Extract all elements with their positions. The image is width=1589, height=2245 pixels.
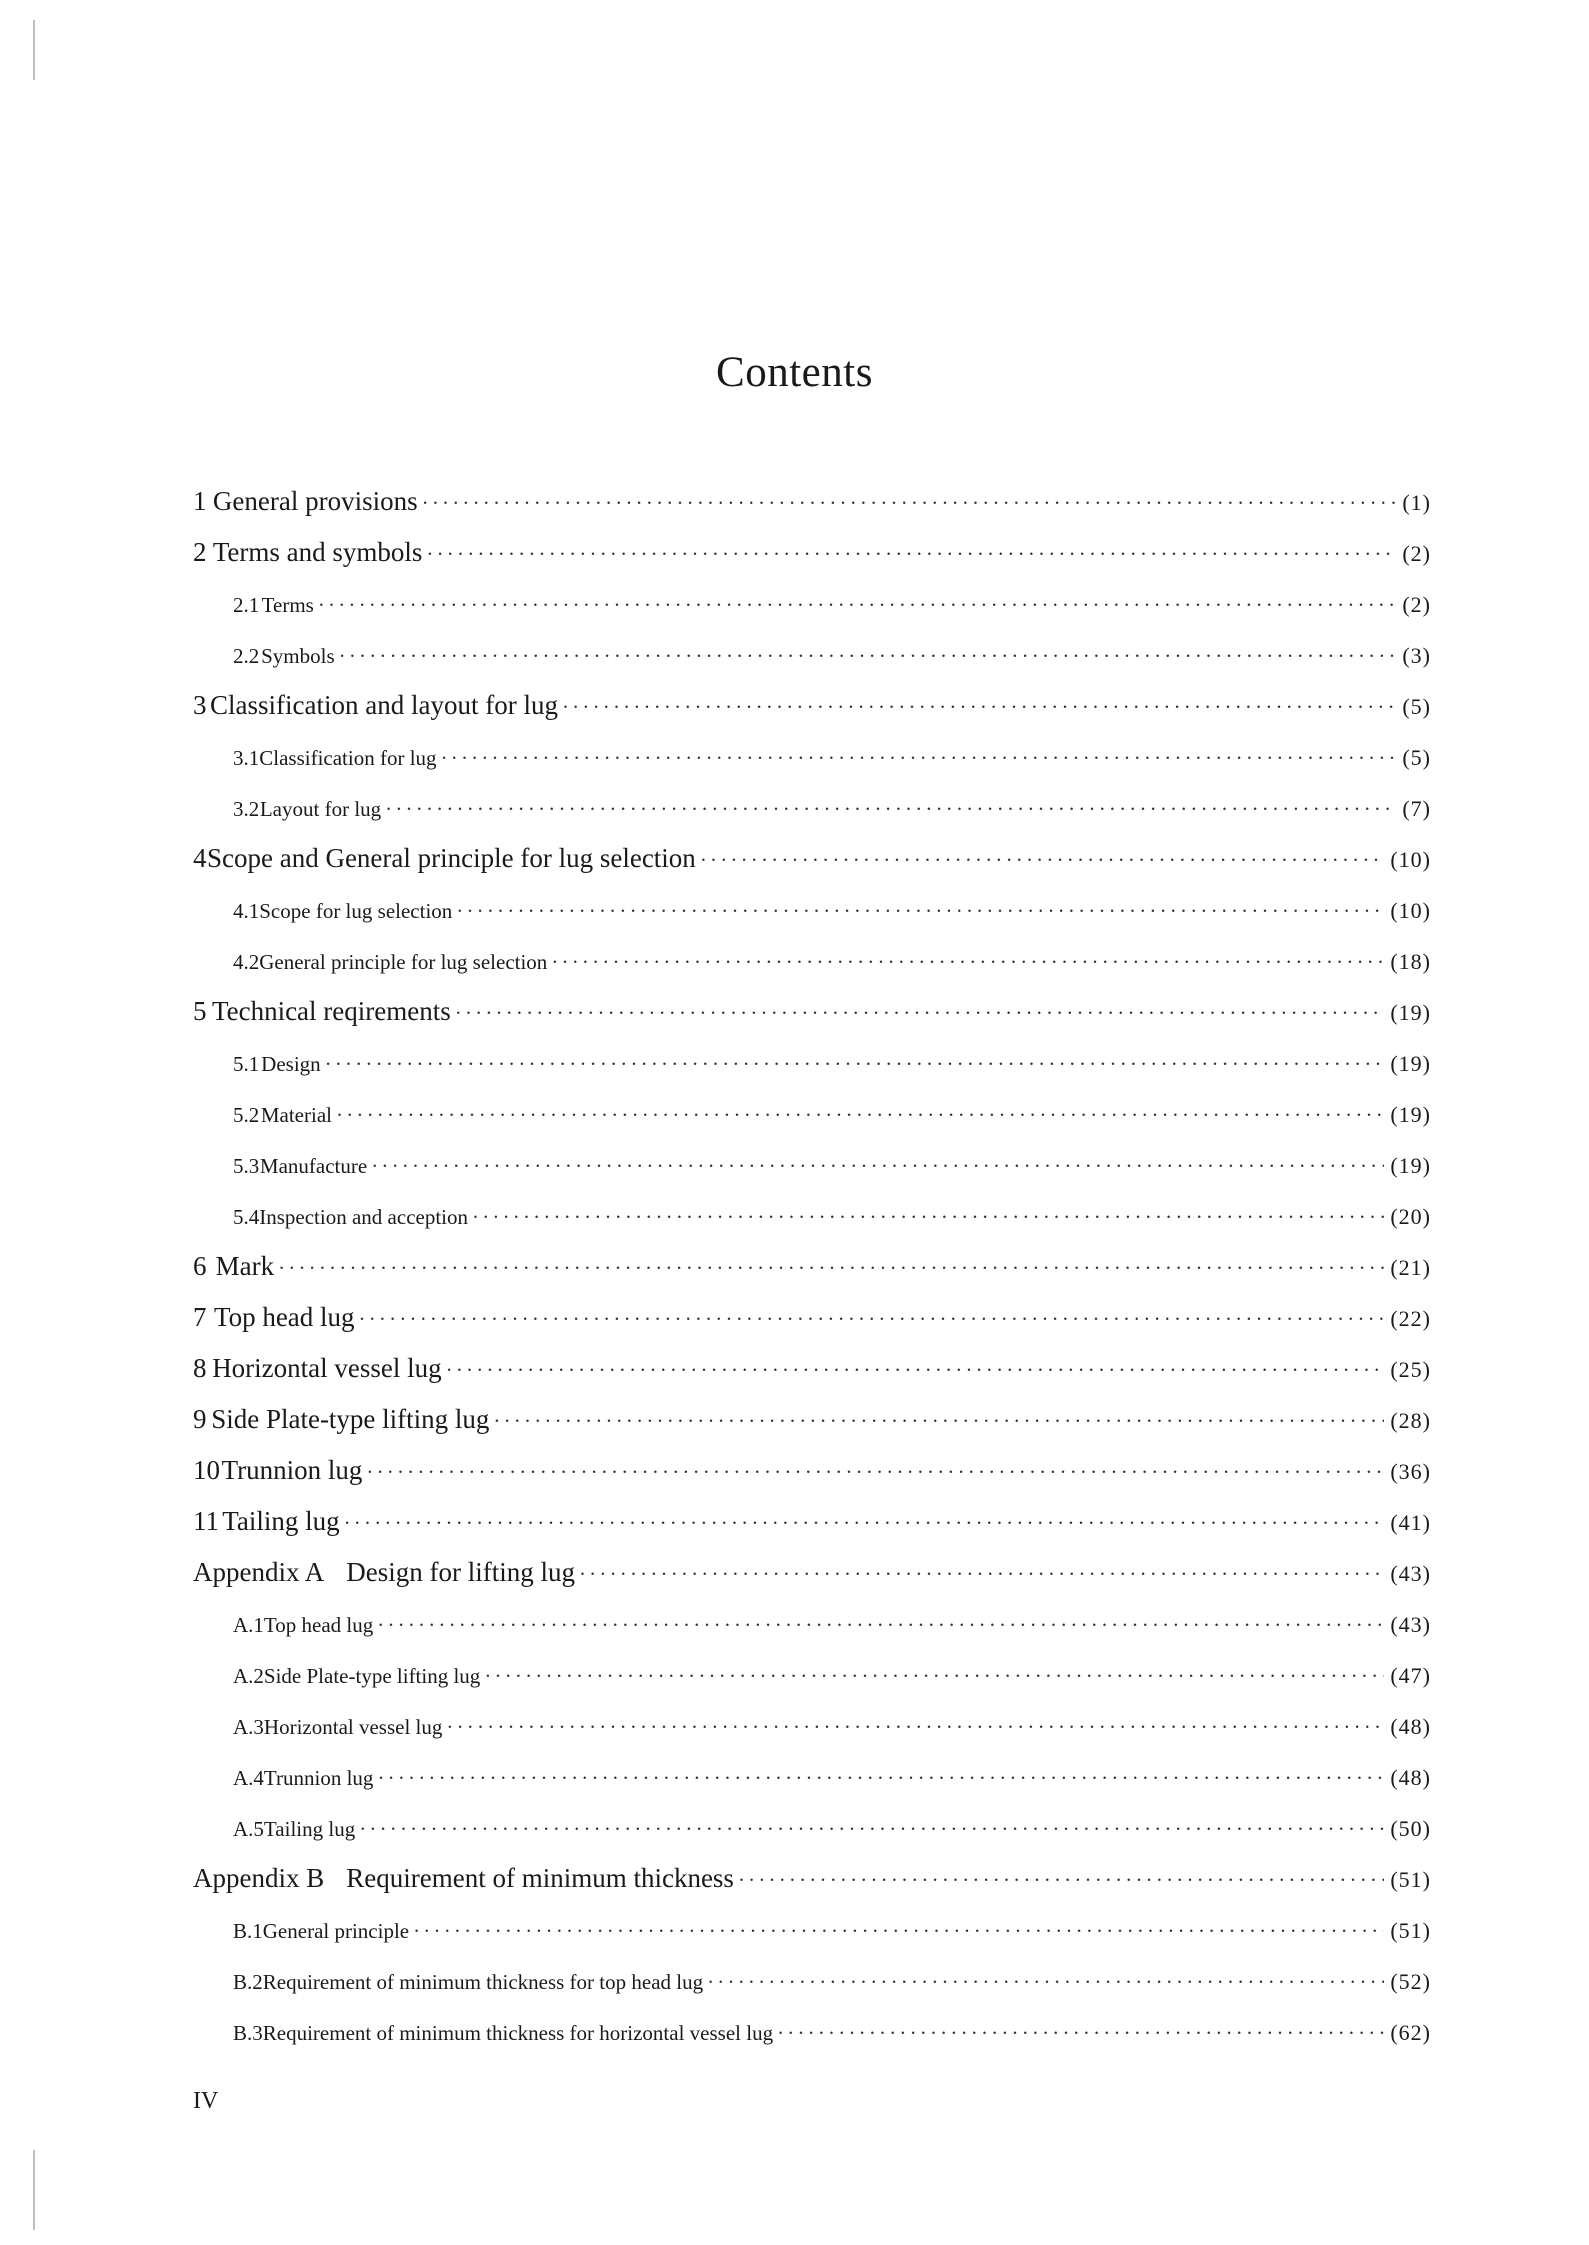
dot-leader bbox=[359, 1817, 1384, 1842]
toc-entry-page: (50) bbox=[1390, 1816, 1431, 1841]
toc-entry-page: (20) bbox=[1390, 1204, 1431, 1229]
toc-subentry[interactable] bbox=[233, 898, 1431, 924]
toc-entry-number: A.3 bbox=[233, 1715, 264, 1739]
toc-entry-label: General principle for lug selection bbox=[259, 950, 548, 974]
toc-entry-page: (19) bbox=[1390, 1051, 1431, 1076]
toc-entry-page: (22) bbox=[1390, 1306, 1431, 1331]
dot-leader bbox=[551, 950, 1384, 975]
toc-entry[interactable] bbox=[193, 1353, 1431, 1384]
dot-leader bbox=[455, 1001, 1385, 1026]
toc-entry-number: 5.3 bbox=[233, 1154, 260, 1178]
toc-entry-label: Trunnion lug bbox=[221, 1455, 363, 1485]
toc-entry-page: (41) bbox=[1390, 1510, 1431, 1535]
toc-entry-label: Horizontal vessel lug bbox=[263, 1715, 443, 1739]
toc-entry-number: A.1 bbox=[233, 1613, 264, 1637]
dot-leader bbox=[366, 1460, 1384, 1485]
toc-subentry[interactable] bbox=[233, 1153, 1431, 1179]
toc-subentry[interactable] bbox=[233, 1816, 1431, 1842]
page-number: IV bbox=[193, 2088, 219, 2114]
toc-entry-label: Inspection and acception bbox=[259, 1205, 468, 1229]
dot-leader bbox=[446, 1715, 1384, 1740]
toc-entry[interactable] bbox=[193, 1506, 1431, 1537]
toc-entry-label: Mark bbox=[215, 1251, 275, 1281]
toc-entry-number: 5 bbox=[193, 996, 207, 1026]
toc-entry-label: Trunnion lug bbox=[263, 1766, 374, 1790]
toc-entry-number: A.2 bbox=[233, 1664, 264, 1688]
dot-leader bbox=[493, 1409, 1384, 1434]
toc-subentry[interactable] bbox=[233, 1204, 1431, 1230]
toc-subentry[interactable] bbox=[233, 1969, 1431, 1995]
toc-entry-label: Material bbox=[260, 1103, 332, 1127]
toc-entry-page: (52) bbox=[1390, 1969, 1431, 1994]
dot-leader bbox=[707, 1970, 1384, 1995]
toc-entry-label: Design bbox=[261, 1052, 321, 1076]
toc-entry-page: (7) bbox=[1402, 796, 1431, 821]
toc-entry-page: (51) bbox=[1390, 1867, 1431, 1892]
toc-entry-page: (5) bbox=[1402, 694, 1431, 719]
toc-entry-label: Classification and layout for lug bbox=[210, 690, 558, 720]
toc-entry-page: (36) bbox=[1390, 1459, 1431, 1484]
toc-subentry[interactable] bbox=[233, 1918, 1431, 1944]
toc-subentry[interactable] bbox=[233, 1663, 1431, 1689]
toc-entry-page: (5) bbox=[1402, 745, 1431, 770]
toc-entry-label: Terms bbox=[261, 593, 314, 617]
toc-entry-label: Top head lug bbox=[263, 1613, 374, 1637]
dot-leader bbox=[371, 1154, 1384, 1179]
dot-leader bbox=[579, 1562, 1384, 1587]
toc-entry-page: (3) bbox=[1402, 643, 1431, 668]
dot-leader bbox=[426, 542, 1396, 567]
toc-entry-label: Side Plate-type lifting lug bbox=[211, 1404, 490, 1434]
toc-entry-page: (51) bbox=[1390, 1918, 1431, 1943]
toc-entry-label: Requirement of minimum thickness bbox=[346, 1863, 734, 1893]
toc-entry-label: Scope and General principle for lug selection bbox=[206, 843, 696, 873]
toc-entry-number: 5.2 bbox=[233, 1103, 260, 1127]
dot-leader bbox=[377, 1766, 1384, 1791]
dot-leader bbox=[336, 1103, 1384, 1128]
toc-entry-page: (18) bbox=[1390, 949, 1431, 974]
toc-appendix-entry[interactable] bbox=[193, 1863, 1431, 1894]
dot-leader bbox=[700, 848, 1385, 873]
page-title: Contents bbox=[716, 349, 873, 396]
toc-entry-page: (47) bbox=[1390, 1663, 1431, 1688]
toc-entry-page: (21) bbox=[1390, 1255, 1431, 1280]
toc-entry-page: (10) bbox=[1390, 847, 1431, 872]
toc-entry-number: 2.1 bbox=[233, 593, 260, 617]
dot-leader bbox=[377, 1613, 1384, 1638]
toc-entry-number: 1 bbox=[193, 486, 207, 516]
toc-subentry[interactable] bbox=[233, 745, 1431, 771]
dot-leader bbox=[413, 1919, 1384, 1944]
toc-entry-label: Top head lug bbox=[213, 1302, 355, 1332]
dot-leader bbox=[456, 899, 1384, 924]
toc-entry-label: Layout for lug bbox=[259, 797, 382, 821]
toc-entry-page: (62) bbox=[1390, 2020, 1431, 2045]
toc-subentry[interactable] bbox=[233, 1102, 1431, 1128]
toc-entry-number: 2.2 bbox=[233, 644, 260, 668]
toc-entry-number: 6 bbox=[193, 1251, 207, 1281]
toc-entry[interactable] bbox=[193, 1251, 1431, 1282]
toc-entry-number: 9 bbox=[193, 1404, 207, 1434]
toc-entry-number: 3 bbox=[193, 690, 207, 720]
dot-leader bbox=[484, 1664, 1384, 1689]
toc-entry-page: (2) bbox=[1402, 592, 1431, 617]
dot-leader bbox=[325, 1052, 1385, 1077]
dot-leader bbox=[385, 797, 1396, 822]
toc-entry-number: B.3 bbox=[233, 2021, 263, 2045]
toc-entry[interactable] bbox=[193, 486, 1431, 517]
toc-entry-number: 11 bbox=[193, 1506, 219, 1536]
toc-entry-label: Tailing lug bbox=[263, 1817, 356, 1841]
toc-entry-page: (25) bbox=[1390, 1357, 1431, 1382]
toc-entry-page: (48) bbox=[1390, 1765, 1431, 1790]
dot-leader bbox=[446, 1358, 1385, 1383]
toc-entry-page: (1) bbox=[1402, 490, 1431, 515]
toc-entry-number: 4.2 bbox=[233, 950, 260, 974]
dot-leader bbox=[339, 644, 1397, 669]
toc-appendix-entry[interactable] bbox=[193, 1557, 1431, 1588]
dot-leader bbox=[562, 695, 1396, 720]
toc-entry-number: 2 bbox=[193, 537, 207, 567]
toc-subentry[interactable] bbox=[233, 796, 1431, 822]
toc-subentry[interactable] bbox=[233, 1051, 1431, 1077]
dot-leader bbox=[441, 746, 1397, 771]
toc-entry-label: Requirement of minimum thickness for horizontal vessel lug bbox=[262, 2021, 774, 2045]
toc-subentry[interactable] bbox=[233, 643, 1431, 669]
toc-entry-label: General provisions bbox=[212, 486, 418, 516]
toc-entry-label: Side Plate-type lifting lug bbox=[263, 1664, 481, 1688]
toc-entry-page: (43) bbox=[1390, 1561, 1431, 1586]
toc-entry-label: Design for lifting lug bbox=[346, 1557, 575, 1587]
toc-entry-label: Manufacture bbox=[259, 1154, 368, 1178]
toc-entry-label: Horizontal vessel lug bbox=[212, 1353, 442, 1383]
toc-entry-number: Appendix A bbox=[193, 1557, 325, 1587]
toc-entry-number: 3.2 bbox=[233, 797, 260, 821]
toc-entry-label: Scope for lug selection bbox=[259, 899, 453, 923]
toc-subentry[interactable] bbox=[233, 2020, 1431, 2046]
toc-subentry[interactable] bbox=[233, 1765, 1431, 1791]
toc-entry-number: Appendix B bbox=[193, 1863, 325, 1893]
toc-entry[interactable] bbox=[193, 690, 1431, 721]
toc-entry-page: (28) bbox=[1390, 1408, 1431, 1433]
dot-leader bbox=[344, 1511, 1385, 1536]
toc-entry-number: 10 bbox=[193, 1455, 220, 1485]
dot-leader bbox=[359, 1307, 1385, 1332]
toc-entry[interactable] bbox=[193, 996, 1431, 1027]
toc-entry-number: 4 bbox=[193, 843, 207, 873]
toc-entry-number: 7 bbox=[193, 1302, 207, 1332]
toc-entry-label: Classification for lug bbox=[259, 746, 437, 770]
dot-leader bbox=[777, 2021, 1384, 2046]
dot-leader bbox=[422, 491, 1397, 516]
toc-entry[interactable] bbox=[193, 1455, 1431, 1486]
toc-subentry[interactable] bbox=[233, 1612, 1431, 1638]
toc-entry-page: (19) bbox=[1390, 1102, 1431, 1127]
toc-entry-page: (19) bbox=[1390, 1000, 1431, 1025]
toc-entry-label: Technical reqirements bbox=[212, 996, 451, 1026]
toc-entry-number: 4.1 bbox=[233, 899, 260, 923]
toc-entry[interactable] bbox=[193, 1302, 1431, 1333]
toc-entry-label: Symbols bbox=[261, 644, 335, 668]
toc-subentry[interactable] bbox=[233, 592, 1431, 618]
dot-leader bbox=[278, 1256, 1384, 1281]
toc-subentry[interactable] bbox=[233, 949, 1431, 975]
toc-entry-page: (10) bbox=[1390, 898, 1431, 923]
dot-leader bbox=[318, 593, 1397, 618]
toc-entry-number: 3.1 bbox=[233, 746, 260, 770]
toc-entry-page: (19) bbox=[1390, 1153, 1431, 1178]
toc-entry-number: B.2 bbox=[233, 1970, 263, 1994]
toc-entry-label: Tailing lug bbox=[222, 1506, 340, 1536]
toc-entry-number: A.5 bbox=[233, 1817, 264, 1841]
toc-entry[interactable] bbox=[193, 537, 1431, 568]
toc-entry-number: 5.4 bbox=[233, 1205, 260, 1229]
dot-leader bbox=[738, 1868, 1384, 1893]
toc-entry-page: (2) bbox=[1402, 541, 1431, 566]
toc-subentry[interactable] bbox=[233, 1714, 1431, 1740]
toc-entry-label: General principle bbox=[262, 1919, 410, 1943]
dot-leader bbox=[472, 1205, 1384, 1230]
toc-entry-label: Requirement of minimum thickness for top head lug bbox=[262, 1970, 704, 1994]
toc-entry-page: (43) bbox=[1390, 1612, 1431, 1637]
toc-entry-page: (48) bbox=[1390, 1714, 1431, 1739]
toc-entry[interactable] bbox=[193, 843, 1431, 874]
toc-entry-number: B.1 bbox=[233, 1919, 263, 1943]
toc-entry-number: 8 bbox=[193, 1353, 207, 1383]
toc-entry-number: A.4 bbox=[233, 1766, 264, 1790]
toc-entry-label: Terms and symbols bbox=[212, 537, 423, 567]
toc-entry-number: 5.1 bbox=[233, 1052, 260, 1076]
toc-entry[interactable] bbox=[193, 1404, 1431, 1435]
